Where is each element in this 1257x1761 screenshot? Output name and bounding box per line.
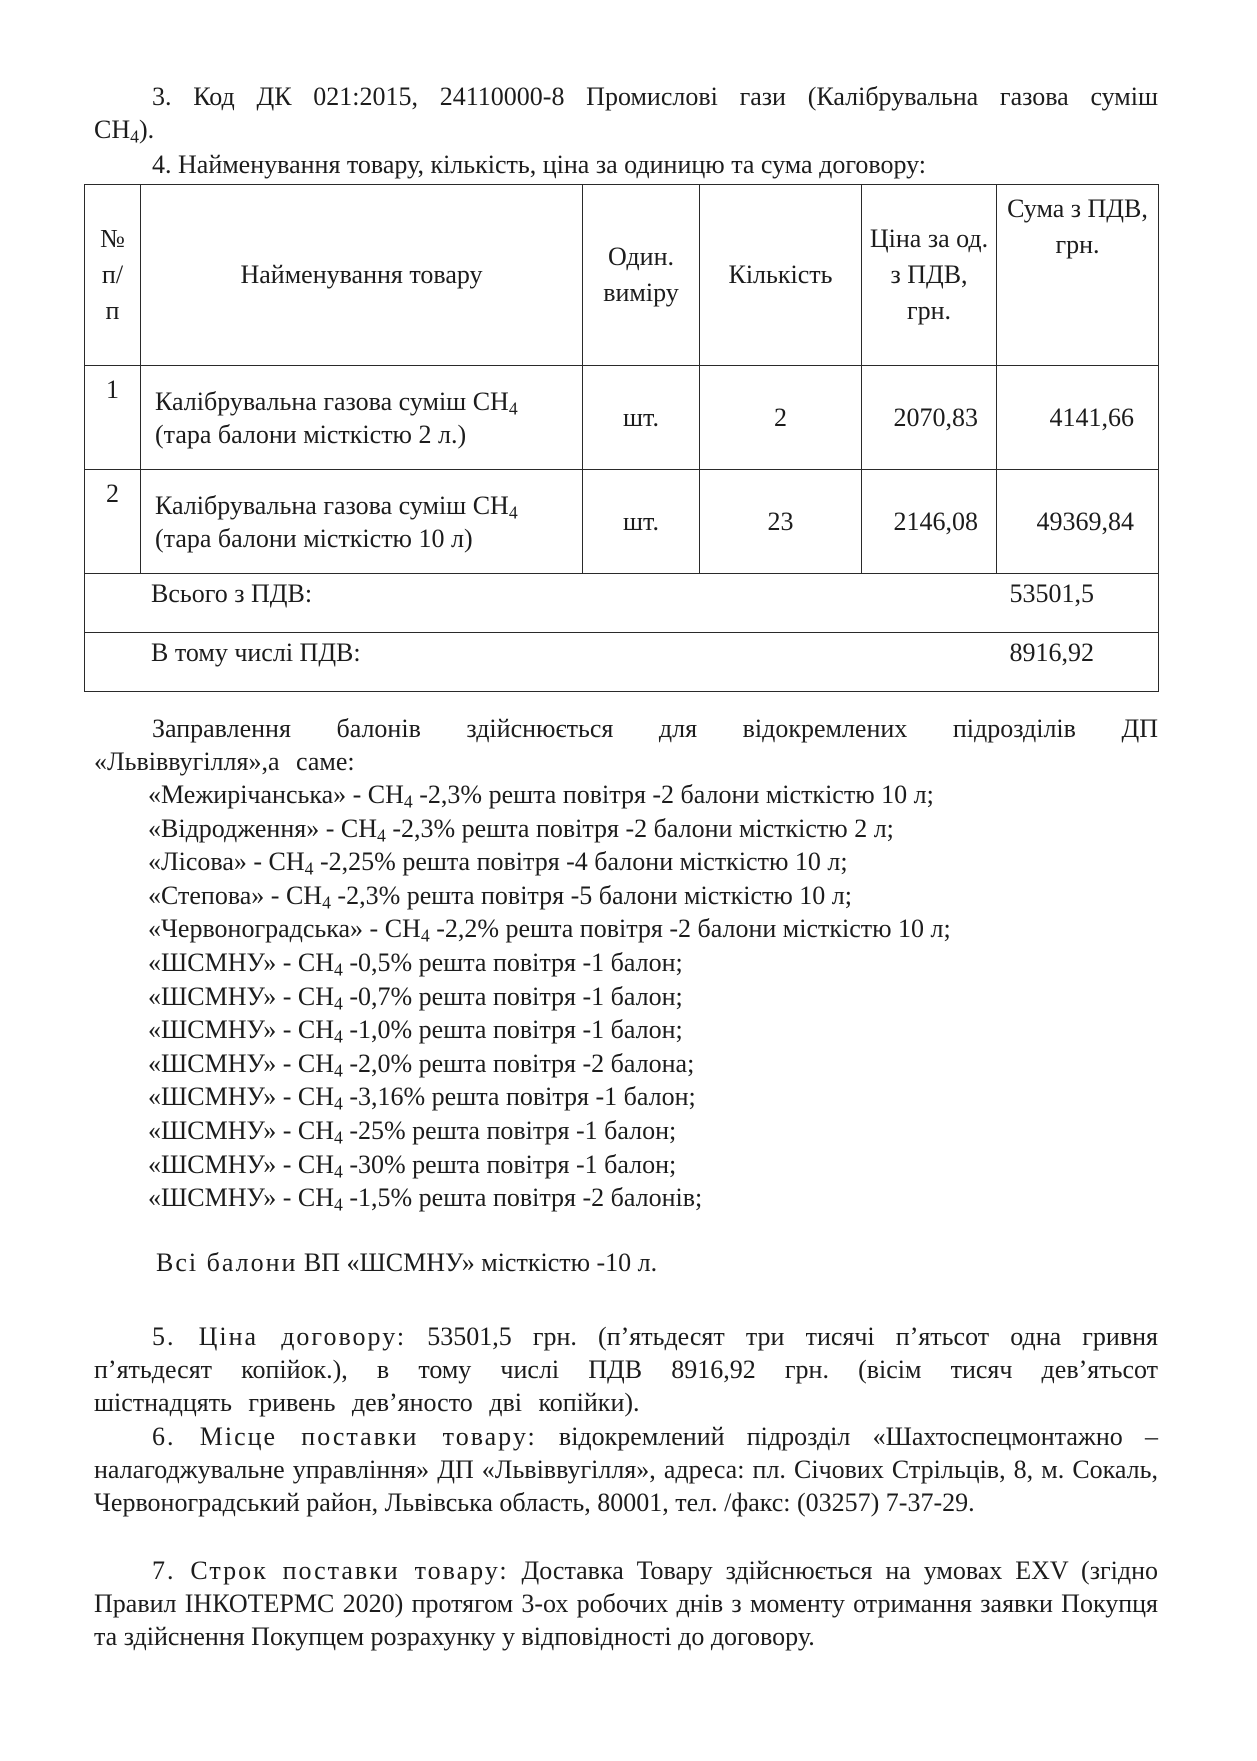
item-text: «ШСМНУ» - СН (148, 947, 335, 977)
list-item (148, 812, 1148, 846)
item-text: «Межирічанська» - СН (148, 780, 404, 809)
list-item (148, 879, 1148, 913)
item-text: -2,25% решта повітря -4 балони місткістю 10 л; (313, 847, 848, 877)
row-unit: шт. (583, 366, 700, 470)
item-text: -1,5% решта повітря -2 балонів; (342, 1183, 703, 1213)
subscript-4: 4 (334, 1127, 343, 1148)
list-item (148, 1080, 1148, 1114)
section-7-paragraph (94, 1554, 1158, 1653)
subscript-4: 4 (403, 791, 413, 812)
total-row (85, 574, 1159, 633)
item-text: «ШСМНУ» - СН (148, 1048, 335, 1078)
header-unit: Один. виміру (583, 185, 700, 366)
item-text: «Червоноградська» - СН (148, 914, 421, 944)
goods-table (84, 184, 1159, 692)
row-name-line1: Калібрувальна газова суміш СН (155, 386, 509, 416)
row-price: 2146,08 (862, 470, 997, 574)
section-5-lead: 5. Ціна договору: (152, 1322, 407, 1351)
row-sum: 49369,84 (997, 470, 1159, 574)
header-num: № п/ п (85, 185, 141, 366)
section-3-tail: ). (138, 115, 155, 144)
row-num: 2 (85, 470, 141, 574)
header-qty: Кількість (700, 185, 862, 366)
subscript-4: 4 (377, 825, 386, 845)
section-6-lead: 6. Місце поставки товару: (152, 1422, 537, 1451)
list-item (148, 1181, 1148, 1215)
item-text: «Відродження» - СН (148, 813, 377, 843)
subscript-4: 4 (508, 501, 518, 522)
subscript-4: 4 (334, 992, 343, 1013)
list-item (148, 778, 1148, 812)
row-num: 1 (85, 366, 141, 470)
section-3-paragraph (94, 80, 1158, 146)
section-7-lead: 7. Строк поставки товару: (152, 1556, 509, 1585)
list-item (148, 1148, 1148, 1182)
cylinders-note (156, 1248, 657, 1278)
subscript-4: 4 (334, 959, 343, 980)
item-text: -2,3% решта повітря -2 балони місткістю 10 л; (412, 780, 934, 809)
section-7-text: Доставка Товару здійснюється на умовах EXV (згідно Правил ІНКОТЕРМС 2020) протягом 3-ох робочих днів з моменту отримання заявки Покупця та здійснення Покупцем розрахунку у відповідності до договору. (94, 1556, 1158, 1651)
row-price: 2070,83 (862, 366, 997, 470)
item-text: «ШСМНУ» - СН (148, 1015, 335, 1045)
item-text: «Лісова» - СН (148, 847, 305, 877)
row-name-line1: Калібрувальна газова суміш СН (155, 490, 509, 520)
filling-list (148, 778, 1148, 1215)
item-text: -2,2% решта повітря -2 балони місткістю 10 л; (429, 914, 951, 944)
subscript-4: 4 (334, 1093, 343, 1114)
subscript-4: 4 (508, 397, 518, 418)
section-5-paragraph (94, 1320, 1158, 1419)
total-cell (85, 574, 1159, 633)
section-4-title: 4. Найменування товару, кількість, ціна за одиницю та сума договору: (152, 150, 926, 179)
item-text: -0,5% решта повітря -1 балон; (342, 947, 683, 977)
item-text: -2,0% решта повітря -2 балона; (342, 1048, 695, 1078)
vat-value: 8916,92 (1009, 638, 1094, 667)
list-item (148, 912, 1148, 946)
item-text: -3,16% решта повітря -1 балон; (342, 1082, 696, 1112)
vat-cell (85, 633, 1159, 692)
list-item (148, 1047, 1148, 1081)
total-value: 53501,5 (1009, 579, 1094, 608)
item-text: «ШСМНУ» - СН (148, 1115, 335, 1145)
section-6-text: відокремлений підрозділ «Шахтоспецмонтажно – налагоджувальне управління» ДП «Львіввугілля», адреса: пл. Січових Стрільців, 8, м. Сокаль, Червоноградський район, Львівська область, 80001, тел. /факс: (03257) 7-37-29. (94, 1422, 1158, 1517)
row-name-line2: (тара балони місткістю 10 л) (155, 523, 473, 553)
subscript-4: 4 (334, 1194, 343, 1215)
table-row (85, 470, 1159, 574)
item-text: «ШСМНУ» - СН (148, 1183, 335, 1213)
item-text: «ШСМНУ» - СН (148, 1082, 335, 1112)
header-name: Найменування товару (141, 185, 583, 366)
row-unit: шт. (583, 470, 700, 574)
note-text: ВП «ШСМНУ» місткістю -10 л. (297, 1248, 658, 1277)
item-text: -2,3% решта повітря -5 балони місткістю 10 л; (330, 880, 852, 910)
item-text: -2,3% решта повітря -2 балони місткістю 2 л; (385, 813, 894, 843)
list-item (148, 946, 1148, 980)
section-3-text: 3. Код ДК 021:2015, 24110000-8 Промислові гази (Калібрувальна газова суміш СН (94, 82, 1158, 144)
row-qty: 2 (700, 366, 862, 470)
subscript-4: 4 (334, 1026, 343, 1047)
subscript-4: 4 (334, 1060, 343, 1081)
row-qty: 23 (700, 470, 862, 574)
item-text: -1,0% решта повітря -1 балон; (342, 1015, 683, 1045)
item-text: -30% решта повітря -1 балон; (342, 1149, 677, 1179)
table-row (85, 366, 1159, 470)
subscript-4: 4 (334, 1160, 343, 1181)
row-name (141, 470, 583, 574)
filling-intro: Заправлення балонів здійснюється для відокремлених підрозділів ДП «Львіввугілля»,а саме: (94, 714, 1158, 776)
vat-label: В тому числі ПДВ: (151, 638, 361, 667)
row-sum: 4141,66 (997, 366, 1159, 470)
header-price: Ціна за од. з ПДВ, грн. (862, 185, 997, 366)
vat-row (85, 633, 1159, 692)
list-item (148, 1114, 1148, 1148)
row-name-line2: (тара балони місткістю 2 л.) (155, 419, 467, 449)
item-text: «Степова» - СН (148, 880, 323, 910)
list-item (148, 845, 1148, 879)
item-text: -25% решта повітря -1 балон; (342, 1115, 677, 1145)
subscript-4: 4 (304, 858, 314, 879)
list-item (148, 980, 1148, 1014)
total-label: Всього з ПДВ: (151, 579, 313, 608)
section-6-paragraph (94, 1420, 1158, 1519)
subscript-4: 4 (420, 925, 430, 946)
item-text: «ШСМНУ» - СН (148, 981, 335, 1011)
header-sum: Сума з ПДВ, грн. (997, 185, 1159, 366)
subscript-4: 4 (322, 892, 331, 913)
row-name (141, 366, 583, 470)
item-text: «ШСМНУ» - СН (148, 1149, 335, 1179)
list-item (148, 1013, 1148, 1047)
subscript-4: 4 (130, 126, 139, 147)
note-lead: Всі балони (156, 1248, 298, 1277)
section-5-text: 53501,5 грн. (п’ятьдесят три тисячі п’ятьсот одна гривня п’ятьдесят копійок.), в тому числі ПДВ 8916,92 грн. (вісім тисяч дев’ятьсот шістнадцять гривень дев’яносто дві копійки). (94, 1322, 1158, 1417)
item-text: -0,7% решта повітря -1 балон; (342, 981, 683, 1011)
table-header-row (85, 185, 1159, 366)
